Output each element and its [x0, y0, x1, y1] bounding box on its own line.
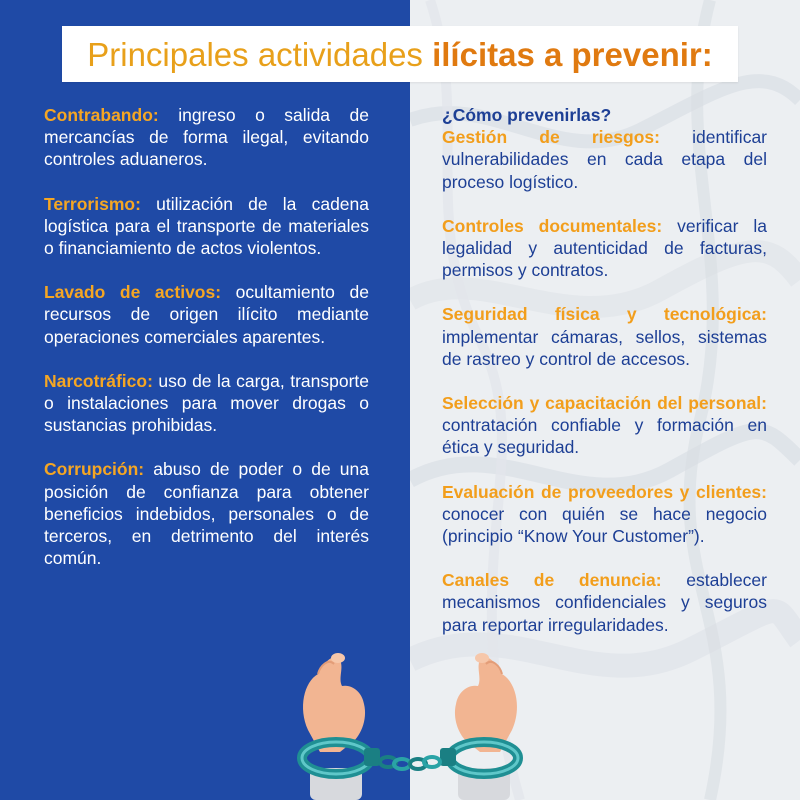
handcuffed-hands-icon [280, 640, 540, 800]
activity-term: Contrabando: [44, 105, 159, 125]
activity-term: Narcotráfico: [44, 370, 153, 391]
prevention-item [442, 569, 767, 636]
prevention-item [442, 392, 767, 459]
prevention-description: establecer mecanismos confidenciales y seguros para reportar irregularidades. [442, 570, 767, 635]
prevention-description: conocer con quién se hace negocio (principio “Know Your Customer”). [442, 503, 767, 547]
activity-item [44, 281, 369, 348]
prevention-term: Seguridad física y tecnológica: [442, 304, 767, 325]
prevention-item [442, 481, 767, 548]
activity-description: utilización de la cadena logística para el transporte de materiales o financiamiento de actos violentos. [44, 193, 369, 259]
activity-item [44, 458, 369, 569]
activity-description: ingreso o salida de mercancías de forma ilegal, evitando controles aduaneros. [44, 105, 369, 170]
prevention-description: contratación confiable y formación en ética y seguridad. [442, 415, 767, 458]
title-box [62, 26, 738, 82]
activity-item [44, 370, 369, 437]
activity-item [44, 104, 369, 171]
prevention-item [442, 303, 767, 370]
title-prefix: Principales actividades [87, 35, 433, 73]
prevention-description: implementar cámaras, sellos, sistemas de rastreo y control de accesos. [442, 326, 767, 369]
activity-description: ocultamiento de recursos de origen ilícito mediante operaciones comerciales aparentes. [44, 282, 369, 347]
activity-term: Terrorismo: [44, 193, 141, 214]
prevention-description: identificar vulnerabilidades en cada etapa del proceso logístico. [442, 127, 767, 192]
activity-term: Lavado de activos: [44, 282, 222, 303]
prevention-term: Controles documentales: [442, 215, 663, 236]
prevention-question: ¿Cómo prevenirlas? [442, 105, 612, 125]
activity-description: uso de la carga, transporte o instalaciones para mover drogas o sustancias prohibidas. [44, 370, 369, 436]
activity-term: Corrupción: [44, 459, 145, 480]
prevention-term: Evaluación de proveedores y clientes: [442, 481, 767, 502]
prevention-term: Gestión de riesgos: [442, 127, 660, 148]
prevention-item [442, 215, 767, 282]
page-title [87, 35, 713, 73]
prevention-term: Selección y capacitación del personal: [442, 393, 767, 414]
prevention-description: verificar la legalidad y autenticidad de facturas, permisos y contratos. [442, 215, 767, 281]
prevention-term: Canales de denuncia: [442, 570, 662, 591]
title-emphasis: ilícitas a prevenir: [432, 35, 713, 73]
prevention-item [442, 126, 767, 193]
activities-list [44, 104, 369, 591]
activity-item [44, 193, 369, 260]
handcuffs-icon [302, 742, 518, 774]
activity-description: abuso de poder o de una posición de confianza para obtener beneficios indebidos, personales o de terceros, en detrimento del interés común. [44, 459, 369, 569]
prevention-list [442, 104, 767, 658]
